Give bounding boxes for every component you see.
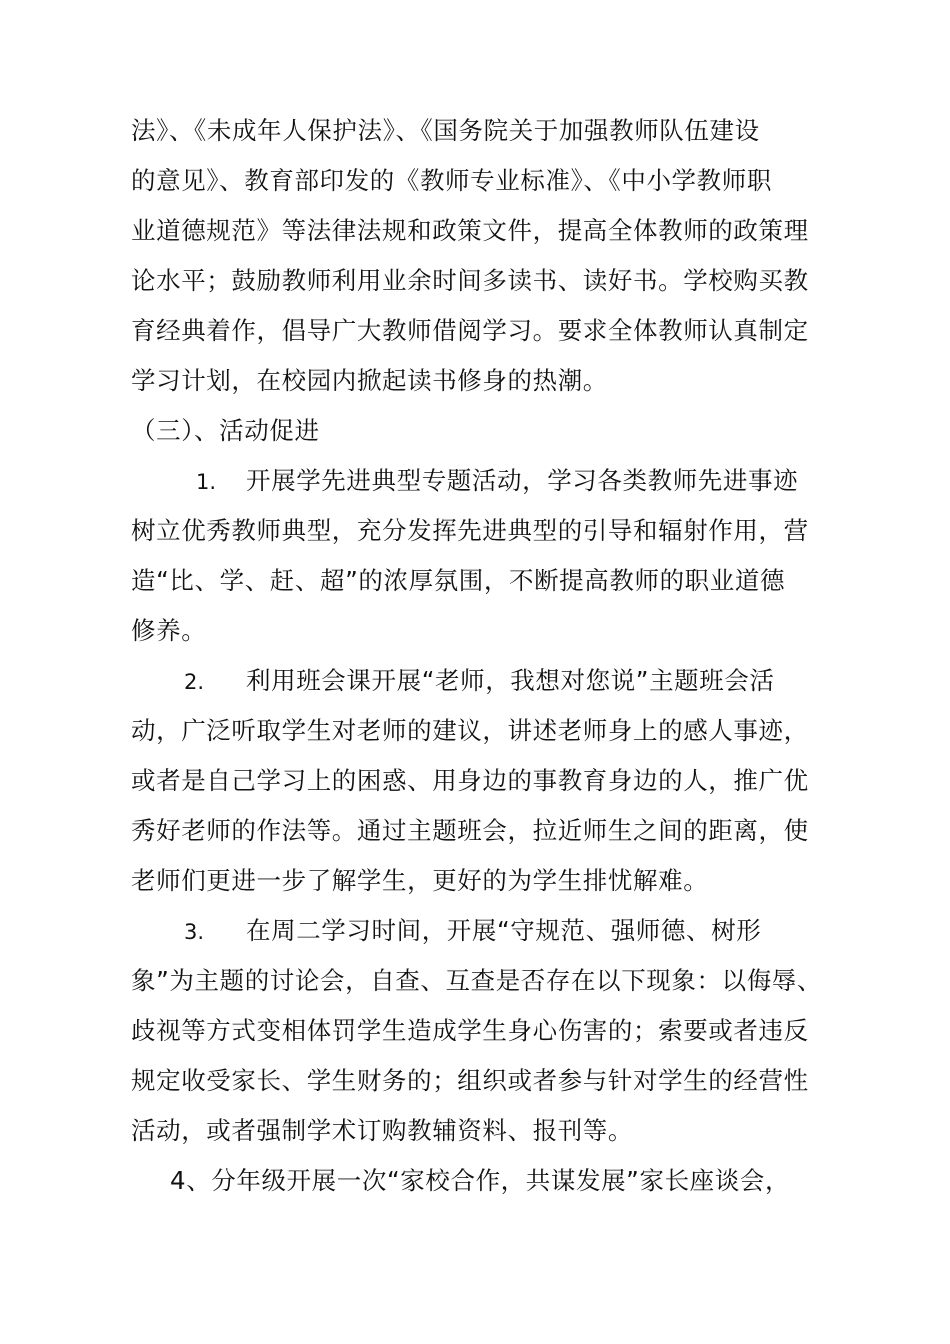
item-3-number: 3. bbox=[184, 920, 205, 944]
paragraph-line: 论水平；鼓励教师利用业余时间多读书、读好书。学校购买教 bbox=[131, 266, 809, 295]
item-2-line: 老师们更进一步了解学生，更好的为学生排忧解难。 bbox=[131, 866, 709, 895]
item-3-line: 活动，或者强制学术订购教辅资料、报刊等。 bbox=[131, 1116, 633, 1145]
item-1-line: 树立优秀教师典型，充分发挥先进典型的引导和辐射作用，营 bbox=[131, 516, 809, 545]
item-3-first-line: 在周二学习时间，开展“守规范、强师德、树形 bbox=[246, 916, 762, 945]
item-1-line: 造“比、学、赶、超”的浓厚氛围，不断提高教师的职业道德 bbox=[131, 566, 786, 595]
item-2-first-line: 利用班会课开展“老师，我想对您说”主题班会活 bbox=[246, 666, 775, 695]
paragraph-line: 学习计划，在校园内掀起读书修身的热潮。 bbox=[131, 366, 608, 395]
item-2-number: 2. bbox=[184, 670, 205, 694]
item-1-first-line: 开展学先进典型专题活动，学习各类教师先进事迹 bbox=[246, 466, 799, 495]
item-2-line: 秀好老师的作法等。通过主题班会，拉近师生之间的距离，使 bbox=[131, 816, 809, 845]
paragraph-line: 的意见》、教育部印发的《教师专业标准》、《中小学教师职 bbox=[131, 166, 772, 195]
item-1-line: 修养。 bbox=[131, 616, 207, 645]
section-heading: （三）、活动促进 bbox=[131, 416, 320, 445]
item-1-number: 1. bbox=[196, 470, 217, 494]
item-3-line: 规定收受家长、学生财务的；组织或者参与针对学生的经营性 bbox=[131, 1066, 809, 1095]
item-4-first-line: 4、分年级开展一次“家校合作，共谋发展”家长座谈会， bbox=[170, 1166, 791, 1195]
item-3-line: 象”为主题的讨论会，自查、互查是否存在以下现象：以侮辱、 bbox=[131, 966, 822, 995]
item-3-line: 歧视等方式变相体罚学生造成学生身心伤害的；索要或者违反 bbox=[131, 1016, 809, 1045]
paragraph-line: 育经典着作，倡导广大教师借阅学习。要求全体教师认真制定 bbox=[131, 316, 809, 345]
paragraph-line: 业道德规范》等法律法规和政策文件，提高全体教师的政策理 bbox=[131, 216, 809, 245]
paragraph-line: 法》、《未成年人保护法》、《国务院关于加强教师队伍建设 bbox=[131, 116, 760, 145]
item-2-line: 或者是自己学习上的困惑、用身边的事教育身边的人，推广优 bbox=[131, 766, 809, 795]
item-2-line: 动，广泛听取学生对老师的建议，讲述老师身上的感人事迹， bbox=[131, 716, 809, 745]
